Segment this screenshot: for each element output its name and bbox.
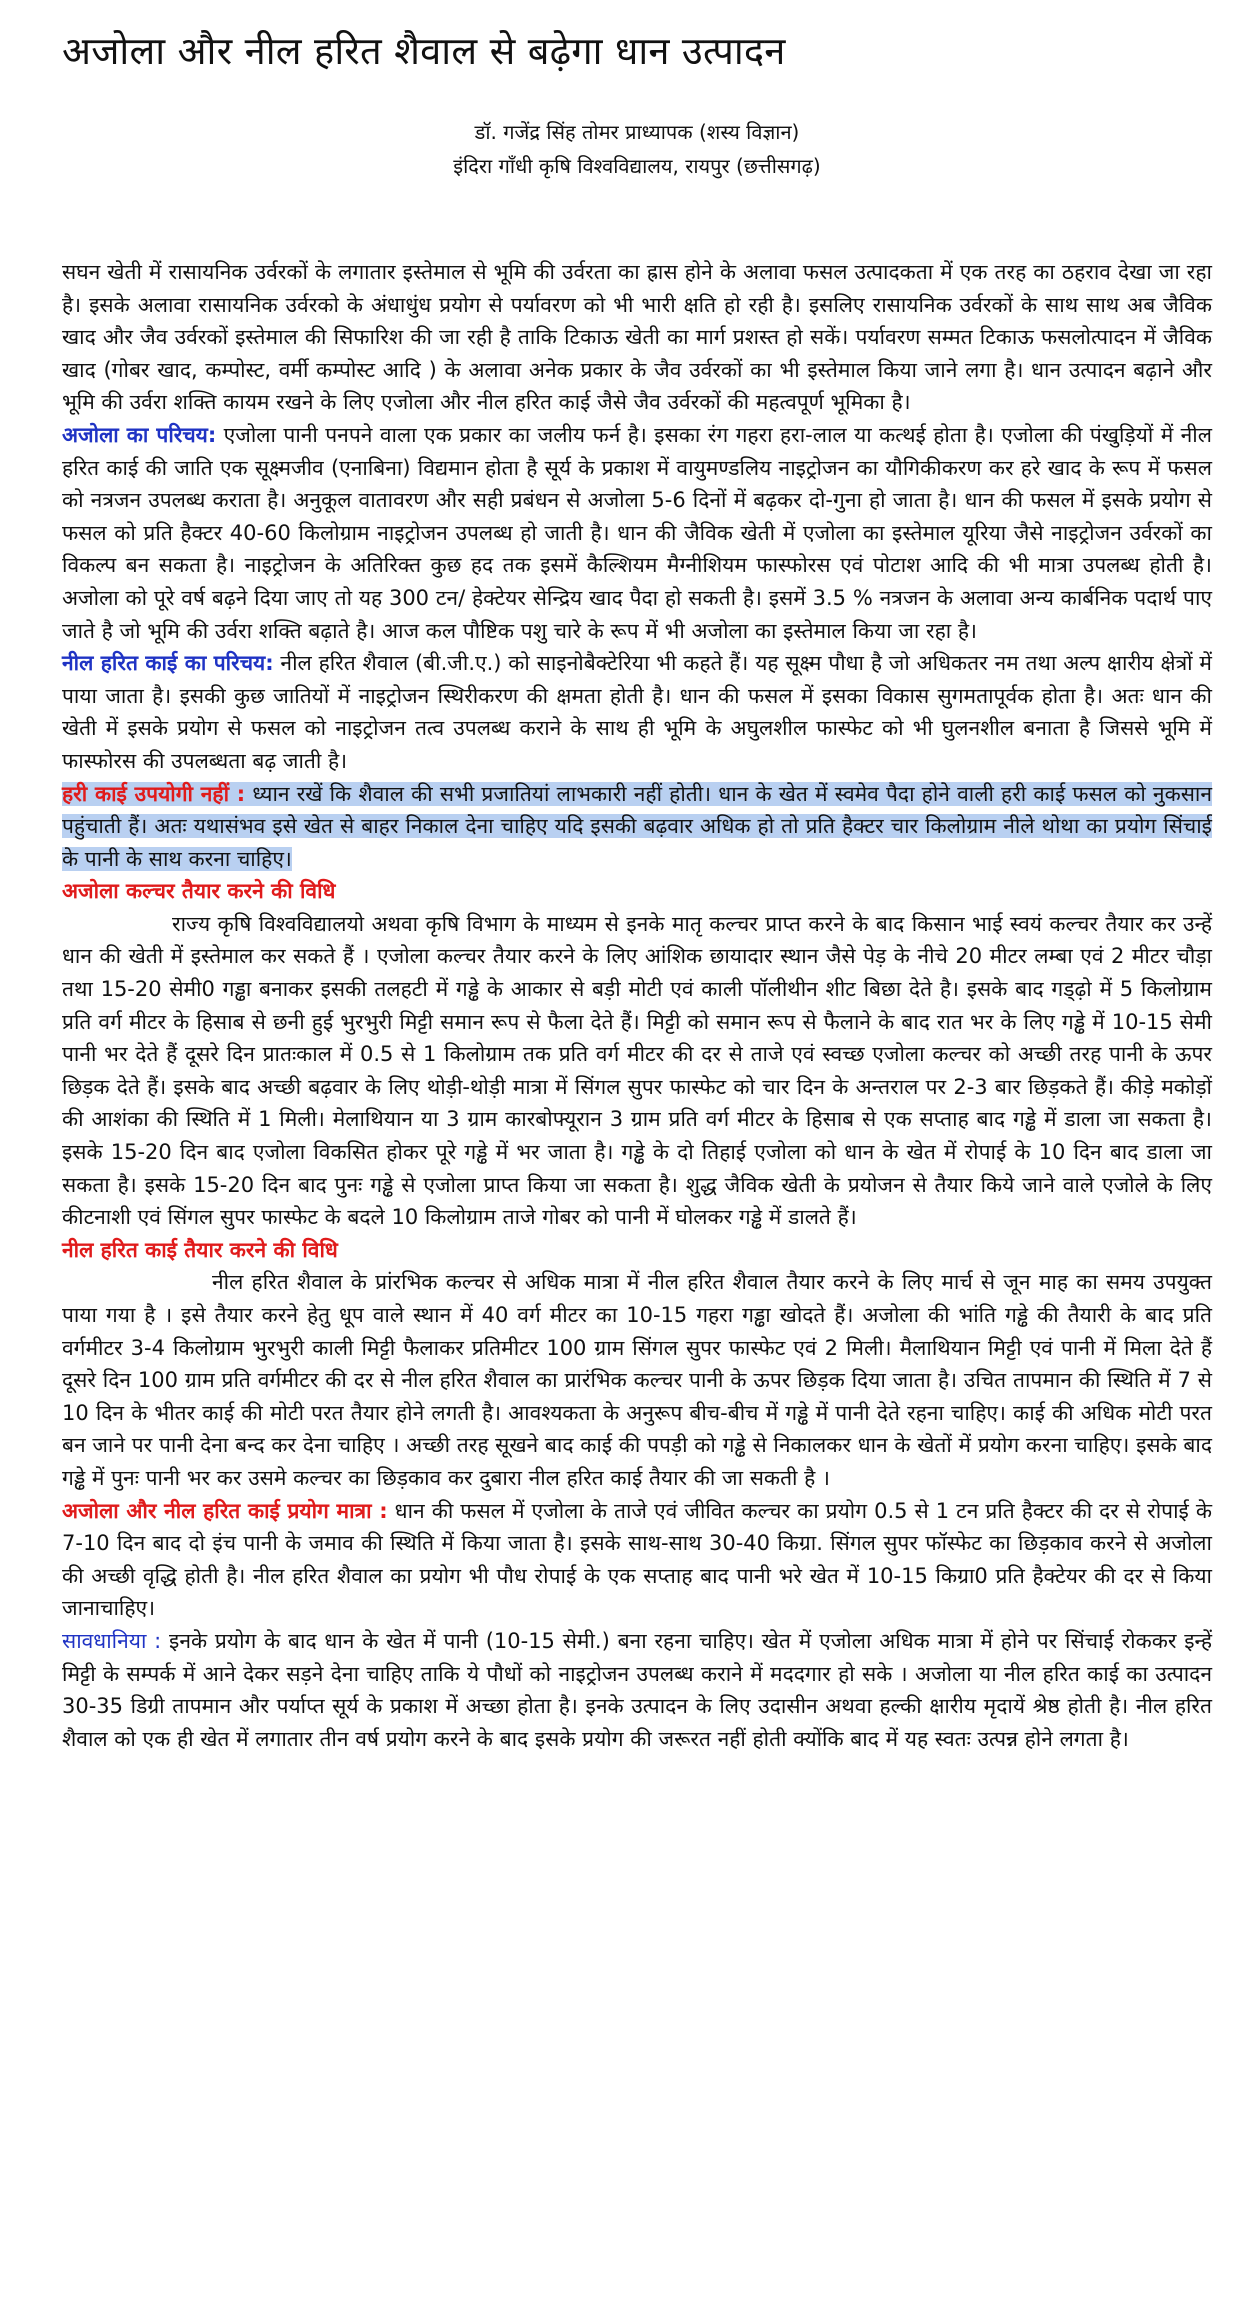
azolla-culture-heading: अजोला कल्चर तैयार करने की विधि xyxy=(62,879,336,904)
harmful-algae-text: ध्यान रखें कि शैवाल की सभी प्रजातियां लाभकारी नहीं होती। धान के खेत में स्वमेव पैदा होने वाली हरी काई फसल को नुकसान पहुंचाती हैं। अतः यथासंभव इसे खेत से बाहर निकाल देना चाहिए यदि इसकी बढ़वार अधिक हो तो प्रति हैक्टर चार किलोग्राम नीले थोथा का प्रयोग सिंचाई के पानी के साथ करना चाहिए। xyxy=(62,781,1212,871)
harmful-algae-heading: हरी काई उपयोगी नहीं : xyxy=(62,781,246,806)
azolla-culture-paragraph xyxy=(62,908,1212,1234)
caution-paragraph xyxy=(62,1625,1212,1755)
dosage-paragraph xyxy=(62,1495,1212,1625)
azolla-culture-text: राज्य कृषि विश्वविद्यालयो अथवा कृषि विभाग के माध्यम से इनके मातृ कल्चर प्राप्त करने के बाद किसान भाई स्वयं कल्चर तैयार कर उन्हें धान की खेती में इस्तेमाल कर सकते हैं । एजोला कल्चर तैयार करने के लिए आंशिक छायादार स्थान जैसे पेड़ के नीचे 20 मीटर लम्बा एवं 2 मीटर चौड़ा तथा 15-20 सेमी0 गड्ढा बनाकर इसकी तलहटी में गड्ढे के आकार से बड़ी मोटी एवं काली पॉलीथीन शीट बिछा देते है। इसके बाद गड्ढ़ो में 5 किलोग्राम प्रति वर्ग मीटर के हिसाब से छनी हुई भुरभुरी मिट्टी समान रूप से फैला देते हैं। मिट्टी को समान रूप से फैलाने के बाद रात भर के लिए गड्ढे में 10-15 सेमी पानी भर देते हैं दूसरे दिन प्रातःकाल में 0.5 से 1 किलोग्राम तक प्रति वर्ग मीटर की दर से ताजे एवं स्वच्छ एजोला कल्चर को अच्छी तरह पानी के ऊपर छिड़क देते हैं। इसके बाद अच्छी बढ़वार के लिए थोड़ी-थोड़ी मात्रा में सिंगल सुपर फास्फेट को चार दिन के अन्तराल पर 2-3 बार छिड़कते हैं। कीड़े मकोड़ों की आशंका की स्थिति में 1 मिली। मेलाथियान या 3 ग्राम कारबोफ्यूरान 3 ग्राम प्रति वर्ग मीटर के हिसाब से एक सप्ताह बाद गड्ढे में डाला जा सकता है। इसके 15-20 दिन बाद एजोला विकसित होकर पूरे गड्ढे में भर जाता है। गड्ढे के दो तिहाई एजोला को धान के खेत में रोपाई के 10 दिन बाद डाला जा सकता है। इसके 15-20 दिन बाद पुनः गड्ढे से एजोला प्राप्त किया जा सकता है। शुद्ध जैविक खेती के प्रयोजन से तैयार किये जाने वाले एजोले के लिए कीटनाशी एवं सिंगल सुपर फास्फेट के बदले 10 किलोग्राम ताजे गोबर को पानी में घोलकर गड्ढे में डालते हैं। xyxy=(62,911,1212,1230)
azolla-intro-text: एजोला पानी पनपने वाला एक प्रकार का जलीय फर्न है। इसका रंग गहरा हरा-लाल या कत्थई होता है। एजोला की पंखुड़ियों में नील हरित काई की जाति एक सूक्ष्मजीव (एनाबिना) विद्यमान होता है सूर्य के प्रकाश में वायुमण्डलिय नाइट्रोजन का यौगिकीकरण कर हरे खाद के रूप में फसल को नत्रजन उपलब्ध कराता है। अनुकूल वातावरण और सही प्रबंधन से अजोला 5-6 दिनों में बढ़कर दो-गुना हो जाता है। धान की फसल में इसके प्रयोग से फसल को प्रति हैक्टर 40-60 किलोग्राम नाइट्रोजन उपलब्ध हो जाती है। धान की जैविक खेती में एजोला का इस्तेमाल यूरिया जैसे नाइट्रोजन उर्वरकों का विकल्प बन सकता है। नाइट्रोजन के अतिरिक्त कुछ हद तक इसमें कैल्शियम मैग्नीशियम फास्फोरस एवं पोटाश आदि की भी मात्रा उपलब्ध होती है। अजोला को पूरे वर्ष बढ़ने दिया जाए तो यह 300 टन/ हेक्टेयर सेन्द्रिय खाद पैदा हो सकती है। इसमें 3.5 % नत्रजन के अलावा अन्य कार्बनिक पदार्थ पाए जाते है जो भूमि की उर्वरा शक्ति बढ़ाते है। आज कल पौष्टिक पशु चारे के रूप में भी अजोला का इस्तेमाल किया जा रहा है। xyxy=(62,422,1212,643)
bga-culture-text: नील हरित शैवाल के प्रांरभिक कल्चर से अधिक मात्रा में नील हरित शैवाल तैयार करने के लिए मार्च से जून माह का समय उपयुक्त पाया गया है । इसे तैयार करने हेतु धूप वाले स्थान में 40 वर्ग मीटर का 10-15 गहरा गड्ढा खोदते हैं। अजोला की भांति गड्ढे की तैयारी के बाद प्रति वर्गमीटर 3-4 किलोग्राम भुरभुरी काली मिट्टी फैलाकर प्रतिमीटर 100 ग्राम सिंगल सुपर फास्फेट एवं 2 मिली। मैलाथियान मिट्टी एवं पानी में मिला देते हैं दूसरे दिन 100 ग्राम प्रति वर्गमीटर की दर से नील हरित शैवाल का प्रारंभिक कल्चर पानी के ऊपर छिड़क दिया जाता है। उचित तापमान की स्थिति में 7 से 10 दिन के भीतर काई की मोटी परत तैयार होने लगती है। आवश्यकता के अनुरूप बीच-बीच में गड्ढे में पानी देते रहना चाहिए। काई की अधिक मोटी परत बन जाने पर पानी देना बन्द कर देना चाहिए । अच्छी तरह सूखने बाद काई की पपड़ी को गड्ढे से निकालकर धान के खेतों में प्रयोग करना चाहिए। इसके बाद गड्ढे में पुनः पानी भर कर उसमे कल्चर का छिड़काव कर दुबारा नील हरित काई तैयार की जा सकती है । xyxy=(62,1270,1212,1490)
bga-culture-paragraph xyxy=(62,1266,1212,1494)
azolla-intro-paragraph xyxy=(62,419,1212,647)
bga-intro-text: नील हरित शैवाल (बी.जी.ए.) को साइनोबैक्टेरिया भी कहते हैं। यह सूक्ष्म पौधा है जो अधिकतर नम तथा अल्प क्षारीय क्षेत्रों में पाया जाता है। इसकी कुछ जातियों में नाइट्रोजन स्थिरीकरण की क्षमता होती है। धान की फसल में इसका विकास सुगमतापूर्वक होता है। अतः धान की खेती में इसके प्रयोग से फसल को नाइट्रोजन तत्व उपलब्ध कराने के साथ ही भूमि के अघुलशील फास्फेट को भी घुलनशील बनाता है जिससे भूमि में फास्फोरस की उपलब्धता बढ़ जाती है। xyxy=(62,651,1212,773)
dosage-text: धान की फसल में एजोला के ताजे एवं जीवित कल्चर का प्रयोग 0.5 से 1 टन प्रति हैक्टर की दर से रोपाई के 7-10 दिन बाद दो इंच पानी के जमाव की स्थिति में किया जाता है। इसके साथ-साथ 30-40 किग्रा. सिंगल सुपर फॉस्फेट का छिड़काव करने से अजोला की अच्छी वृद्धि होती है। नील हरित शैवाल का प्रयोग भी पौध रोपाई के एक सप्ताह बाद पानी भरे खेत में 10-15 किग्रा0 प्रति हैक्टेयर की दर से किया जानाचाहिए। xyxy=(62,1498,1213,1621)
bga-culture-heading: नील हरित काई तैयार करने की विधि xyxy=(62,1237,338,1262)
bga-intro-paragraph xyxy=(62,647,1212,777)
intro-paragraph: सघन खेती में रासायनिक उर्वरकों के लगातार इस्तेमाल से भूमि की उर्वरता का ह्रास होने के अलावा फसल उत्पादकता में एक तरह का ठहराव देखा जा रहा है। इसके अलावा रासायनिक उर्वरको के अंधाधुंध प्रयोग से पर्यावरण को भी भारी क्षति हो रही है। इसलिए रासायनिक उर्वरकों के साथ साथ अब जैविक खाद और जैव उर्वरकों इस्तेमाल की सिफारिश की जा रही है ताकि टिकाऊ खेती का मार्ग प्रशस्त हो सकें। पर्यावरण सम्मत टिकाऊ फसलोत्पादन में जैविक खाद (गोबर खाद, कम्पोस्ट, वर्मी कम्पोस्ट आदि ) के अलावा अनेक प्रकार के जैव उर्वरकों का भी इस्तेमाल किया जाने लगा है। धान उत्पादन बढ़ाने और भूमि की उर्वरा शक्ति कायम रखने के लिए एजोला और नील हरित काई जैसे जैव उर्वरकों की महत्वपूर्ण भूमिका है। xyxy=(62,260,1212,415)
affiliation-line: इंदिरा गाँधी कृषि विश्वविद्यालय, रायपुर (छत्तीसगढ़) xyxy=(453,154,821,178)
article-body xyxy=(62,256,1212,1755)
dosage-heading: अजोला और नील हरित काई प्रयोग मात्रा : xyxy=(62,1498,388,1523)
caution-heading: सावधानिया : xyxy=(62,1628,162,1653)
caution-text: इनके प्रयोग के बाद धान के खेत में पानी (10-15 सेमी.) बना रहना चाहिए। खेत में एजोला अधिक मात्रा में होने पर सिंचाई रोककर इन्हें मिट्टी के सम्पर्क में आने देकर सड़ने देना चाहिए ताकि ये पौधों को नाइट्रोजन उपलब्ध कराने में मददगार हो सके । अजोला या नील हरित काई का उत्पादन 30-35 डिग्री तापमान और पर्याप्त सूर्य के प्रकाश में अच्छा होता है। इनके उत्पादन के लिए उदासीन अथवा हल्की क्षारीय मृदायें श्रेष्ठ होती है। नील हरित शैवाल को एक ही खेत में लगातार तीन वर्ष प्रयोग करने के बाद इसके प्रयोग की जरूरत नहीं होती क्योंकि बाद में यह स्वतः उत्पन्न होने लगता है। xyxy=(62,1628,1212,1751)
author-line: डॉ. गजेंद्र सिंह तोमर प्राध्यापक (शस्य विज्ञान) xyxy=(474,120,800,144)
harmful-algae-paragraph xyxy=(62,778,1212,876)
azolla-intro-heading: अजोला का परिचय: xyxy=(62,422,217,447)
page-title: अजोला और नील हरित शैवाल से बढ़ेगा धान उत्पादन xyxy=(62,29,786,73)
bga-intro-heading: नील हरित काई का परिचय: xyxy=(62,651,274,676)
